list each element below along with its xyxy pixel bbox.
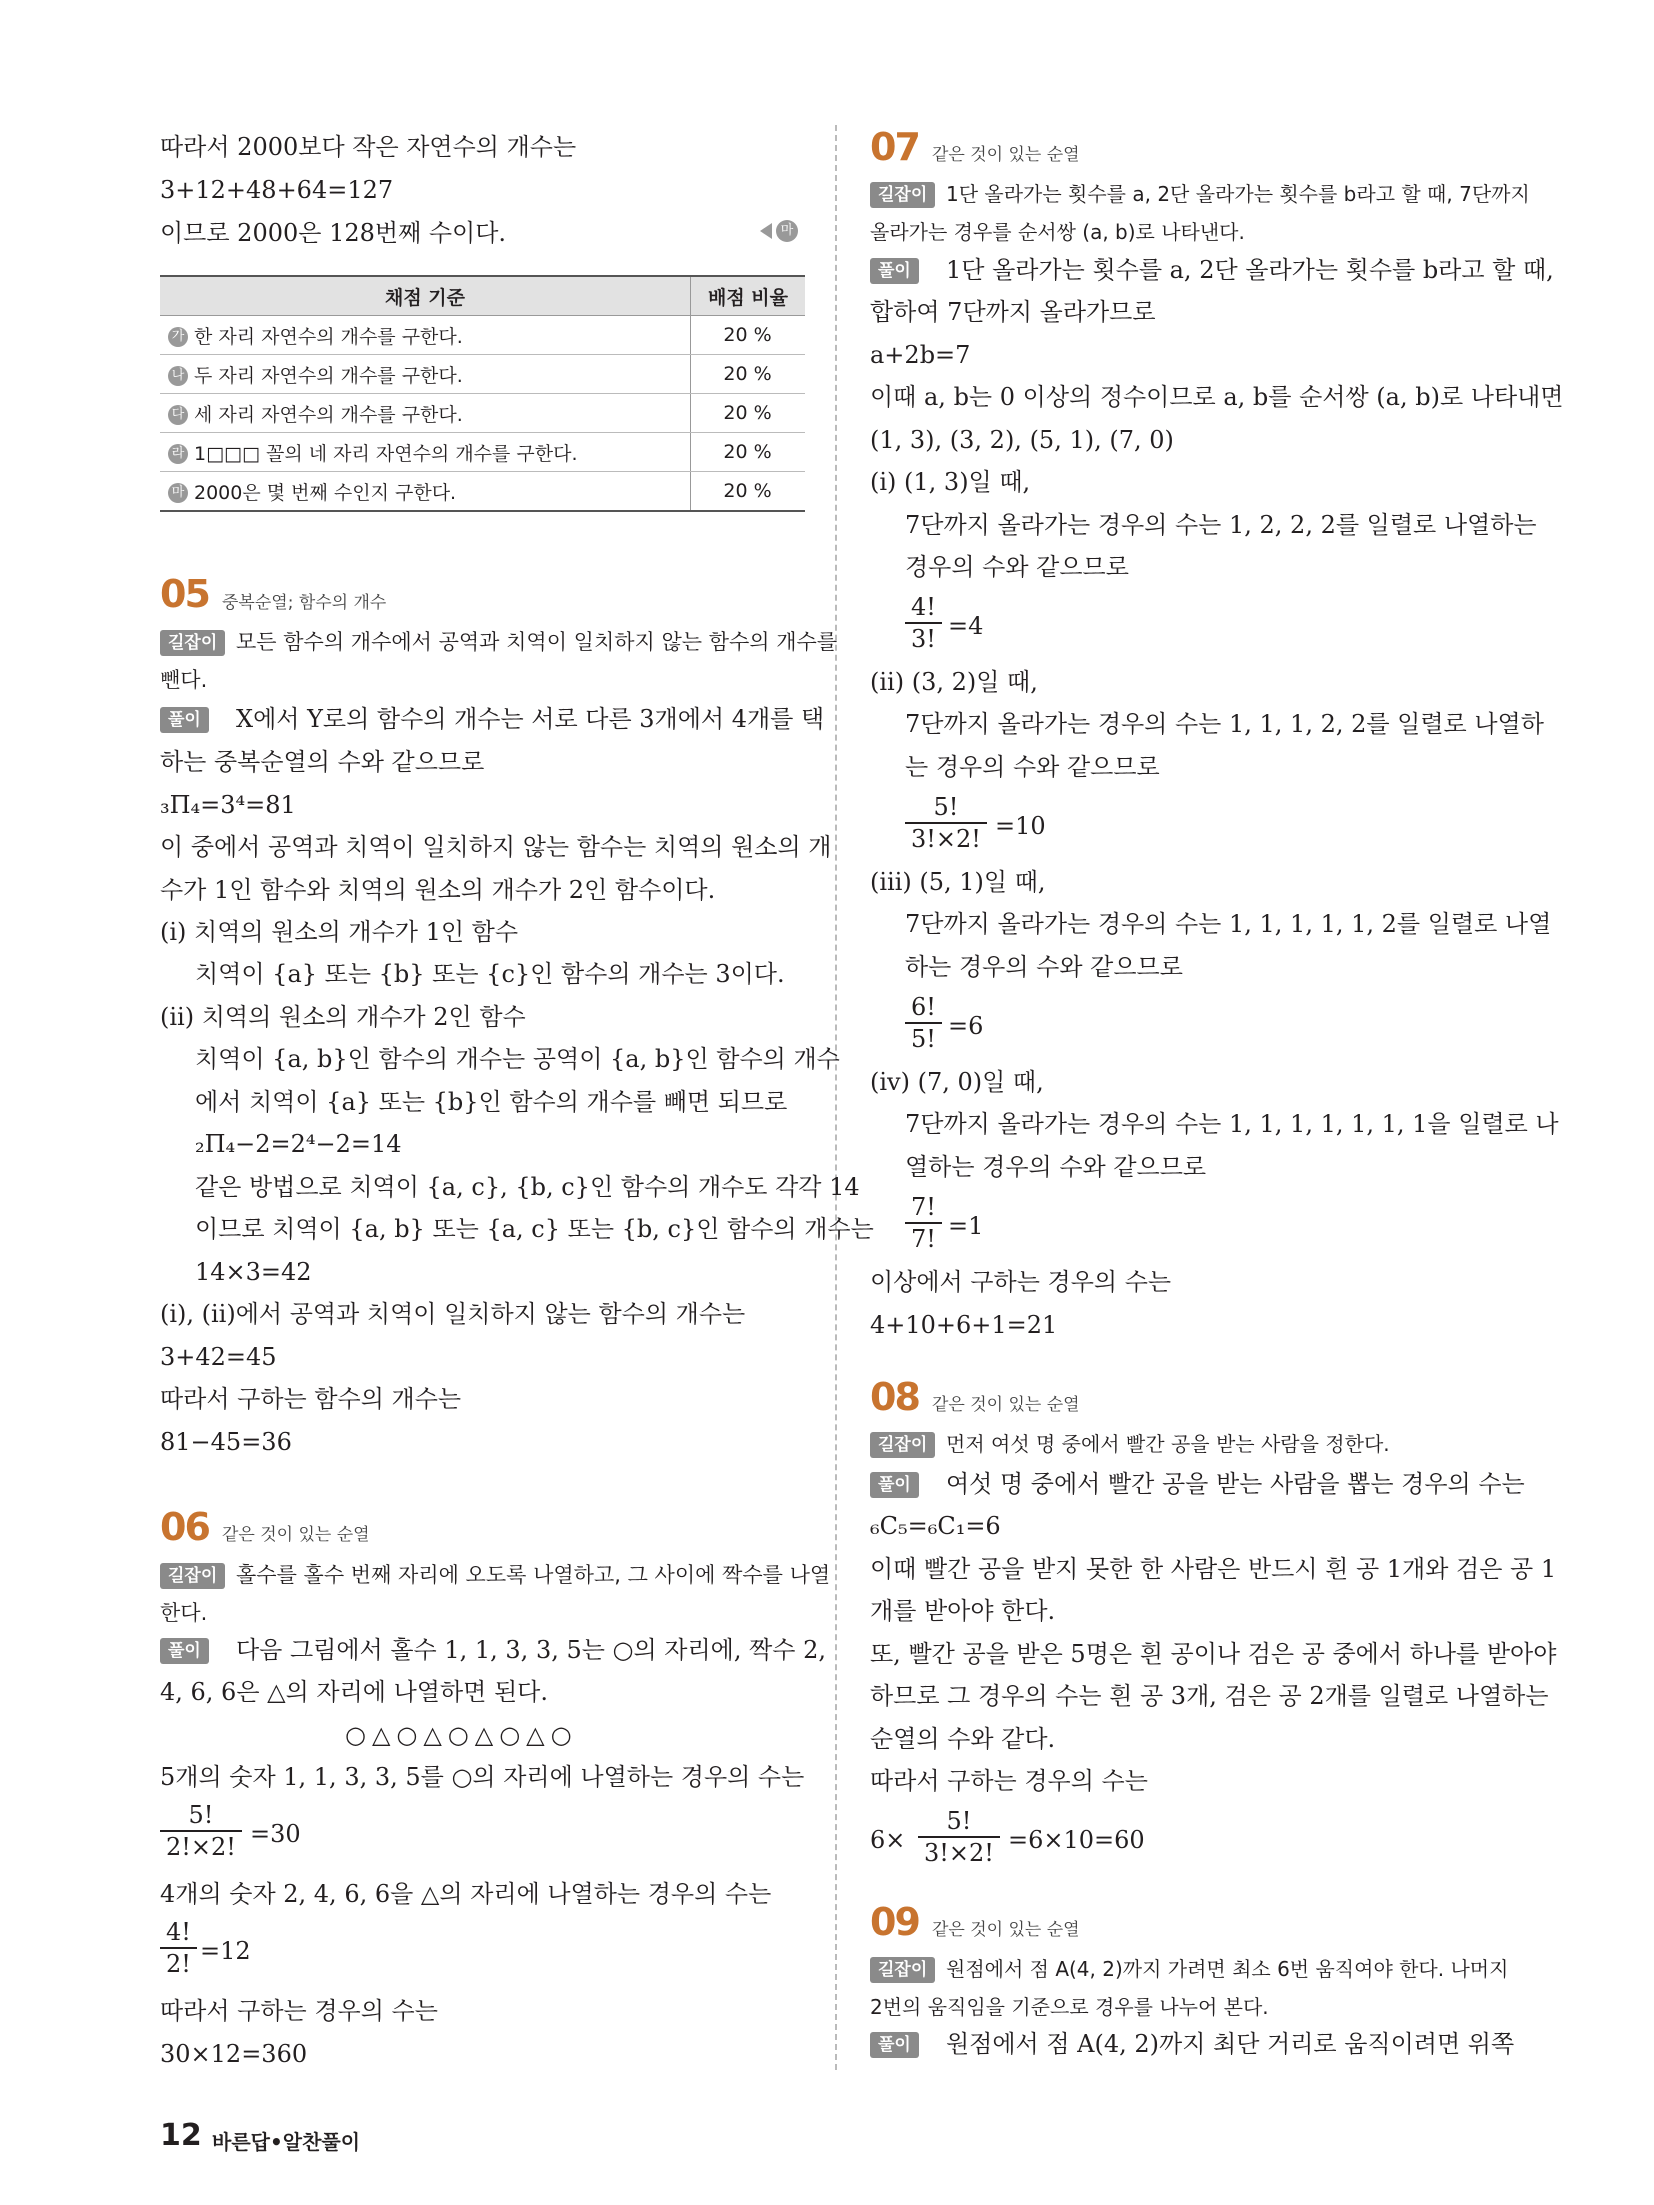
page-number: 12 bbox=[160, 2118, 202, 2153]
table-row bbox=[160, 472, 805, 512]
table-header: 채점 기준 bbox=[160, 276, 691, 316]
text-line: 3+42=45 bbox=[160, 1343, 277, 1371]
text-line: 이때 빨간 공을 받지 못한 한 사람은 반드시 흰 공 1개와 검은 공 1 bbox=[870, 1555, 1557, 1583]
text-line: 7단까지 올라가는 경우의 수는 1, 2, 2, 2를 일렬로 나열하는 bbox=[905, 511, 1537, 539]
solution-badge: 풀이 bbox=[870, 258, 919, 284]
text-line: 하는 중복순열의 수와 같으므로 bbox=[160, 748, 485, 776]
text-line: 합하여 7단까지 올라가므로 bbox=[870, 298, 1156, 326]
section-number: 08 bbox=[870, 1375, 919, 1419]
text-line: 수가 1인 함수와 치역의 원소의 개수가 2인 함수이다. bbox=[160, 876, 716, 904]
fraction bbox=[160, 1800, 242, 1862]
fraction-prefix: 6× bbox=[870, 1826, 906, 1854]
fraction-denominator: 7! bbox=[911, 1225, 936, 1253]
text-line: 하므로 그 경우의 수는 흰 공 3개, 검은 공 2개를 일렬로 나열하는 bbox=[870, 1682, 1549, 1710]
guide-text: 모든 함수의 개수에서 공역과 치역이 일치하지 않는 함수의 개수를 bbox=[236, 630, 838, 654]
circled-marker: 라 bbox=[168, 444, 188, 464]
text-line: ₃Π₄=3⁴=81 bbox=[160, 791, 296, 819]
text-line: 는 경우의 수와 같으므로 bbox=[905, 753, 1160, 781]
text-line: 따라서 구하는 함수의 개수는 bbox=[160, 1385, 462, 1413]
text-line: 4+10+6+1=21 bbox=[870, 1311, 1058, 1339]
table-cell: 20 % bbox=[691, 316, 806, 355]
fraction-numerator: 6! bbox=[905, 992, 942, 1024]
circled-marker: 나 bbox=[168, 366, 188, 386]
circled-marker: 마 bbox=[168, 483, 188, 503]
section-number: 06 bbox=[160, 1505, 209, 1549]
circled-marker: 마 bbox=[776, 220, 798, 242]
fraction-result: =1 bbox=[948, 1212, 984, 1240]
text-line: 치역이 {a} 또는 {b} 또는 {c}인 함수의 개수는 3이다. bbox=[195, 960, 785, 988]
section-number: 07 bbox=[870, 125, 919, 169]
text-line: 다음 그림에서 홀수 1, 1, 3, 3, 5는 ○의 자리에, 짝수 2, bbox=[236, 1636, 827, 1664]
guide-text: 뺀다. bbox=[160, 668, 208, 692]
fraction-numerator: 5! bbox=[905, 792, 987, 824]
guide-text: 올라가는 경우를 순서쌍 (a, b)로 나타낸다. bbox=[870, 220, 1245, 244]
table-cell: 1□□□ 꼴의 네 자리 자연수의 개수를 구한다. bbox=[194, 442, 578, 465]
text-line: 이상에서 구하는 경우의 수는 bbox=[870, 1268, 1172, 1296]
intro-line: 따라서 2000보다 작은 자연수의 개수는 bbox=[160, 133, 577, 161]
text-line: 개를 받아야 한다. bbox=[870, 1597, 1056, 1625]
table-row bbox=[160, 394, 805, 433]
shape-sequence: ○△○△○△○△○ bbox=[345, 1721, 578, 1749]
section-title: 같은 것이 있는 순열 bbox=[222, 1525, 370, 1545]
triangle-left-icon bbox=[760, 223, 772, 239]
text-line: 또, 빨간 공을 받은 5명은 흰 공이나 검은 공 중에서 하나를 받아야 bbox=[870, 1640, 1557, 1668]
solution-badge: 풀이 bbox=[160, 1638, 209, 1664]
text-line: 따라서 구하는 경우의 수는 bbox=[160, 1997, 438, 2025]
text-line: (ⅱ) 치역의 원소의 개수가 2인 함수 bbox=[160, 1003, 526, 1031]
fraction-result: =4 bbox=[948, 612, 984, 640]
section-title: 같은 것이 있는 순열 bbox=[932, 1395, 1080, 1415]
fraction-denominator: 5! bbox=[911, 1025, 936, 1053]
fraction bbox=[905, 992, 942, 1054]
fraction bbox=[905, 592, 942, 654]
text-line: 7단까지 올라가는 경우의 수는 1, 1, 1, 1, 1, 2를 일렬로 나열 bbox=[905, 910, 1552, 938]
fraction bbox=[918, 1806, 1000, 1868]
text-line: 에서 치역이 {a} 또는 {b}인 함수의 개수를 빼면 되므로 bbox=[195, 1088, 788, 1116]
text-line: 원점에서 점 A(4, 2)까지 최단 거리로 움직이려면 위쪽 bbox=[946, 2030, 1515, 2058]
table-cell: 20 % bbox=[691, 472, 806, 512]
text-line: (ⅰ) (1, 3)일 때, bbox=[870, 468, 1031, 496]
guide-text: 1단 올라가는 횟수를 a, 2단 올라가는 횟수를 b라고 할 때, 7단까지 bbox=[946, 182, 1530, 206]
fraction-denominator: 3! bbox=[911, 625, 936, 653]
text-line: 순열의 수와 같다. bbox=[870, 1725, 1056, 1753]
text-line: 하는 경우의 수와 같으므로 bbox=[905, 953, 1183, 981]
guide-badge: 길잡이 bbox=[870, 1432, 935, 1458]
solution-badge: 풀이 bbox=[870, 1472, 919, 1498]
table-row bbox=[160, 355, 805, 394]
table-cell: 20 % bbox=[691, 355, 806, 394]
grading-table bbox=[160, 275, 805, 512]
fraction-numerator: 5! bbox=[918, 1806, 1000, 1838]
text-line: 여섯 명 중에서 빨간 공을 받는 사람을 뽑는 경우의 수는 bbox=[946, 1470, 1525, 1498]
intro-line: 3+12+48+64=127 bbox=[160, 176, 394, 204]
guide-text: 한다. bbox=[160, 1601, 208, 1625]
intro-line: 이므로 2000은 128번째 수이다. bbox=[160, 219, 507, 247]
text-line: 81−45=36 bbox=[160, 1428, 292, 1456]
section-title: 중복순열; 함수의 개수 bbox=[222, 593, 387, 613]
guide-badge: 길잡이 bbox=[160, 1563, 225, 1589]
fraction-denominator: 2!×2! bbox=[166, 1833, 236, 1861]
table-cell: 20 % bbox=[691, 433, 806, 472]
section-number: 05 bbox=[160, 572, 209, 616]
section-number: 09 bbox=[870, 1900, 919, 1944]
text-line: 1단 올라가는 횟수를 a, 2단 올라가는 횟수를 b라고 할 때, bbox=[946, 256, 1554, 284]
fraction-numerator: 4! bbox=[160, 1917, 197, 1949]
guide-text: 원점에서 점 A(4, 2)까지 가려면 최소 6번 움직여야 한다. 나머지 bbox=[946, 1957, 1509, 1981]
table-header: 배점 비율 bbox=[691, 276, 806, 316]
text-line: a+2b=7 bbox=[870, 341, 971, 369]
guide-text: 먼저 여섯 명 중에서 빨간 공을 받는 사람을 정한다. bbox=[946, 1432, 1390, 1456]
text-line: 4개의 숫자 2, 4, 6, 6을 △의 자리에 나열하는 경우의 수는 bbox=[160, 1880, 772, 1908]
table-cell: 20 % bbox=[691, 394, 806, 433]
text-line: (ⅱ) (3, 2)일 때, bbox=[870, 668, 1038, 696]
text-line: (ⅳ) (7, 0)일 때, bbox=[870, 1068, 1044, 1096]
fraction-result: =10 bbox=[995, 812, 1046, 840]
text-line: (ⅲ) (5, 1)일 때, bbox=[870, 868, 1046, 896]
fraction bbox=[160, 1917, 197, 1979]
table-cell: 세 자리 자연수의 개수를 구한다. bbox=[194, 403, 463, 426]
text-line: 같은 방법으로 치역이 {a, c}, {b, c}인 함수의 개수도 각각 14 bbox=[195, 1173, 860, 1201]
guide-badge: 길잡이 bbox=[870, 182, 935, 208]
table-cell: 2000은 몇 번째 수인지 구한다. bbox=[194, 481, 457, 504]
text-line: 4, 6, 6은 △의 자리에 나열하면 된다. bbox=[160, 1678, 548, 1706]
text-line: 이 중에서 공역과 치역이 일치하지 않는 함수는 치역의 원소의 개 bbox=[160, 833, 832, 861]
text-line: (1, 3), (3, 2), (5, 1), (7, 0) bbox=[870, 426, 1174, 454]
text-line: 따라서 구하는 경우의 수는 bbox=[870, 1767, 1148, 1795]
fraction-numerator: 5! bbox=[160, 1800, 242, 1832]
fraction bbox=[905, 792, 987, 854]
reference-marker bbox=[760, 220, 798, 242]
book-title: 바른답•알찬풀이 bbox=[212, 2130, 361, 2154]
table-cell: 두 자리 자연수의 개수를 구한다. bbox=[194, 364, 463, 387]
text-line: 이므로 치역이 {a, b} 또는 {a, c} 또는 {b, c}인 함수의 개수는 bbox=[195, 1215, 874, 1243]
text-line: (ⅰ) 치역의 원소의 개수가 1인 함수 bbox=[160, 918, 519, 946]
table-cell: 한 자리 자연수의 개수를 구한다. bbox=[194, 325, 463, 348]
fraction-numerator: 7! bbox=[905, 1192, 942, 1224]
table-row bbox=[160, 433, 805, 472]
table-row bbox=[160, 316, 805, 355]
text-line: 열하는 경우의 수와 같으므로 bbox=[905, 1153, 1207, 1181]
guide-badge: 길잡이 bbox=[160, 630, 225, 656]
guide-text: 2번의 움직임을 기준으로 경우를 나누어 본다. bbox=[870, 1995, 1269, 2019]
solution-badge: 풀이 bbox=[870, 2032, 919, 2058]
fraction-result: =6 bbox=[948, 1012, 984, 1040]
fraction-denominator: 2! bbox=[166, 1950, 191, 1978]
text-line: 14×3=42 bbox=[195, 1258, 312, 1286]
text-line: 치역이 {a, b}인 함수의 개수는 공역이 {a, b}인 함수의 개수 bbox=[195, 1045, 840, 1073]
text-line: ₂Π₄−2=2⁴−2=14 bbox=[195, 1130, 402, 1158]
fraction-denominator: 3!×2! bbox=[911, 825, 981, 853]
text-line: 7단까지 올라가는 경우의 수는 1, 1, 1, 1, 1, 1, 1을 일렬로 나 bbox=[905, 1110, 1559, 1138]
text-line: 이때 a, b는 0 이상의 정수이므로 a, b를 순서쌍 (a, b)로 나타내면 bbox=[870, 383, 1564, 411]
solution-badge: 풀이 bbox=[160, 707, 209, 733]
fraction-denominator: 3!×2! bbox=[924, 1839, 994, 1867]
fraction-result: =6×10=60 bbox=[1008, 1826, 1145, 1854]
fraction-result: =30 bbox=[250, 1820, 301, 1848]
fraction-numerator: 4! bbox=[905, 592, 942, 624]
fraction bbox=[905, 1192, 942, 1254]
section-title: 같은 것이 있는 순열 bbox=[932, 1920, 1080, 1940]
guide-badge: 길잡이 bbox=[870, 1957, 935, 1983]
fraction-result: =12 bbox=[200, 1937, 251, 1965]
section-title: 같은 것이 있는 순열 bbox=[932, 145, 1080, 165]
guide-text: 홀수를 홀수 번째 자리에 오도록 나열하고, 그 사이에 짝수를 나열 bbox=[236, 1563, 831, 1587]
text-line: 경우의 수와 같으므로 bbox=[905, 553, 1129, 581]
text-line: 30×12=360 bbox=[160, 2040, 308, 2068]
text-line: 7단까지 올라가는 경우의 수는 1, 1, 1, 2, 2를 일렬로 나열하 bbox=[905, 710, 1544, 738]
text-line: (ⅰ), (ⅱ)에서 공역과 치역이 일치하지 않는 함수의 개수는 bbox=[160, 1300, 746, 1328]
text-line: ₆C₅=₆C₁=6 bbox=[870, 1512, 1001, 1540]
text-line: X에서 Y로의 함수의 개수는 서로 다른 3개에서 4개를 택 bbox=[236, 705, 825, 733]
circled-marker: 가 bbox=[168, 327, 188, 347]
column-divider bbox=[835, 125, 837, 2070]
circled-marker: 다 bbox=[168, 405, 188, 425]
text-line: 5개의 숫자 1, 1, 3, 3, 5를 ○의 자리에 나열하는 경우의 수는 bbox=[160, 1763, 805, 1791]
